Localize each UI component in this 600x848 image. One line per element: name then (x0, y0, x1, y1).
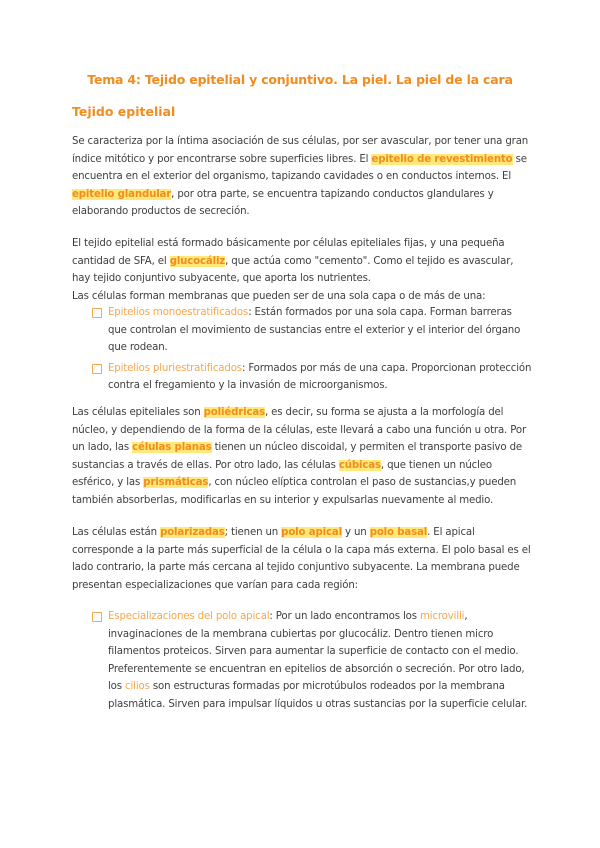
list-specializations (92, 608, 532, 716)
page-title: Tema 4: Tejido epitelial y conjuntivo. La piel. La piel de la cara (87, 72, 513, 87)
list-item (92, 360, 532, 395)
section-heading: Tejido epitelial (72, 104, 176, 119)
list-text: : Están formados por una sola capa. Forman barreras que controlan el movimiento de sustancias entre el exterior y el interior del órgano que rodean. (108, 307, 521, 354)
paragraph-composition (72, 235, 532, 288)
list-text: , invaginaciones de la membrana cubiertas por glucocáliz. Dentro tienen micro filamentos proteicos. Sirven para aumentar la superficie de contacto con el medio. Preferentemente se encuentran en epitelios de absorción o secreción. Por otro lado, los (108, 611, 525, 693)
highlight-term: prismáticas (143, 477, 209, 489)
text-run: Las células están (72, 527, 161, 538)
highlight-term: poliédricas (203, 407, 265, 418)
list-term: Especializaciones del polo apical (108, 611, 270, 622)
list-term: Epitelios monoestratificados (108, 307, 249, 318)
highlight-term: polarizadas (160, 527, 225, 538)
paragraph-polarity (72, 524, 532, 594)
checkbox-icon (92, 364, 102, 374)
highlight-term: glucocáliz (169, 255, 226, 267)
text-run: , con núcleo elíptica controlan el paso de sustancias,y pueden también absorberlas, modificarlas en su interior y expulsarlas nuevamente al medio. (72, 477, 517, 506)
highlight-term: epitelio de revestimiento (371, 153, 513, 165)
text-run: Se caracteriza por la íntima asociación de sus células, por ser avascular, por tener una gran índice mitótico y por encontrarse sobre superficies libres. El (72, 136, 529, 165)
list-membranes (92, 304, 532, 397)
text-run: Las células epiteliales son (72, 407, 204, 418)
paragraph-intro (72, 133, 532, 221)
text-run: , por otra parte, se encuentra tapizando conductos glandulares y elaborando productos de secreción. (72, 188, 494, 218)
highlight-term: células planas (132, 442, 212, 454)
highlight-term: epitelio glandular (72, 188, 172, 200)
list-text: : Formados por más de una capa. Proporcionan protección contra el fregamiento y la invasión de microorganismos. (108, 362, 532, 392)
list-item (92, 304, 532, 357)
highlight-term: polo basal (369, 527, 428, 538)
text-run: ; tienen un (224, 527, 282, 538)
list-term: Epitelios pluriestratificados (108, 362, 242, 374)
list-highlight: cilios (125, 681, 150, 693)
highlight-term: cúbicas (338, 459, 381, 471)
checkbox-icon (92, 612, 102, 622)
text-run: El tejido epitelial está formado básicamente por células epiteliales fijas, y una pequeña cantidad de SFA, el (72, 238, 505, 267)
paragraph-shapes (72, 404, 532, 510)
paragraph-membranes: Las células forman membranas que pueden ser de una sola capa o de más de una: (72, 291, 486, 302)
checkbox-icon (92, 308, 102, 318)
text-run: , que tienen un núcleo esférico, y las (72, 459, 493, 489)
list-text: : Por un lado encontramos los (269, 611, 420, 622)
text-run: tienen un núcleo discoidal, y permiten el transporte pasivo de sustancias a través de ellas. Por otro lado, las células (72, 442, 523, 471)
text-run: y un (341, 527, 370, 538)
text-run: se encuentra en el exterior del organismo, tapizando cavidades o en conductos internos. El (72, 153, 527, 183)
list-text: son estructuras formadas por microtúbulos rodeados por la membrana plasmática. Sirven para impulsar líquidos u otras sustancias por la superficie celular. (108, 681, 528, 710)
text-run: , es decir, su forma se ajusta a la morfología del núcleo, y dependiendo de la forma de la células, este llevará a cabo una función u otra. Por un lado, las (72, 407, 526, 454)
list-highlight: microvilli (419, 611, 465, 622)
text-run: . El apical corresponde a la parte más superficial de la célula o la capa más externa. El polo basal es el lado contrario, la parte más cercana al tejido conjuntivo subyacente. La membrana puede presentan especializaciones que varían para cada región: (72, 527, 531, 591)
text-run: , que actúa como "cemento". Como el tejido es avascular, hay tejido conjuntivo subyacente, que aporta los nutrientes. (72, 255, 514, 285)
list-item (92, 608, 532, 714)
highlight-term: polo apical (281, 527, 342, 538)
